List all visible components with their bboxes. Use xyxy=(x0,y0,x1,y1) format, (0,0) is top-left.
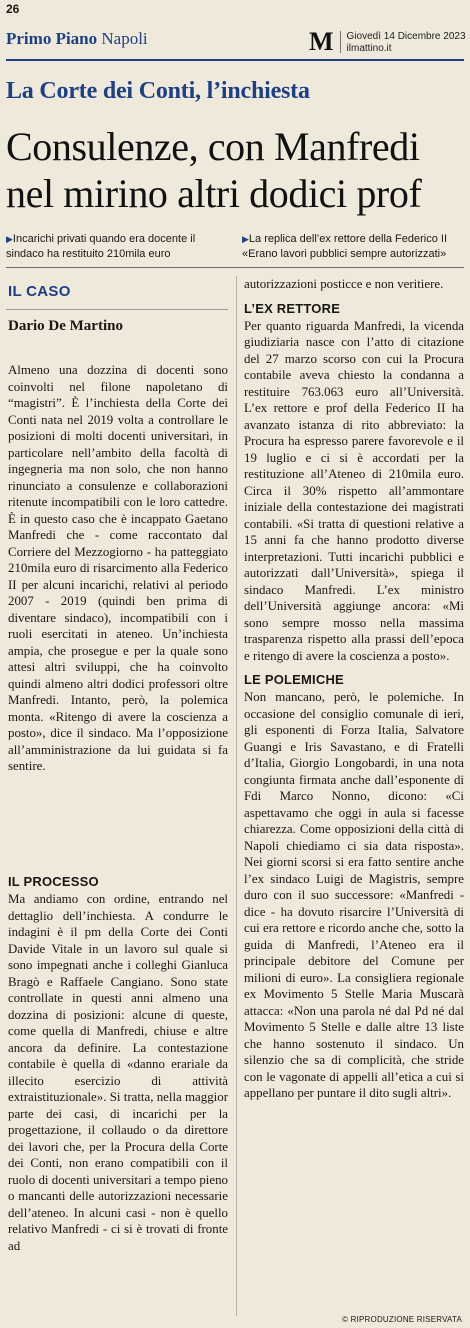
summary-text: Incarichi privati quando era docente il sindaco ha restituito 210mila euro xyxy=(6,233,196,260)
copyright-notice: © RIPRODUZIONE RISERVATA xyxy=(342,1315,462,1324)
byline: Dario De Martino xyxy=(8,318,123,334)
summary-right xyxy=(242,232,466,262)
article-column-1 xyxy=(8,362,228,775)
section-city: Napoli xyxy=(101,29,148,48)
page-number: 26 xyxy=(6,2,20,16)
section-primary: Primo Piano xyxy=(6,29,98,48)
divider xyxy=(6,267,464,268)
top-rule xyxy=(6,59,464,61)
tag-divider xyxy=(6,309,228,310)
article-column-2 xyxy=(244,276,464,1102)
subheading: LE POLEMICHE xyxy=(244,672,344,687)
triangle-bullet-icon: ▶ xyxy=(6,234,13,244)
kicker: La Corte dei Conti, l’inchiesta xyxy=(6,78,310,104)
summary-left xyxy=(6,232,230,262)
paragraph: Almeno una dozzina di docenti sono coinvolti nel filone napoletano di “magistri”. È l’inchiesta della Corte dei Conti nata nel 2019 volta a controllare le posizioni di molti docenti universitari, in particolare nell’ambito della facoltà di ingegneria ma non solo, che non hanno rinunciato a consulenze e collaborazioni ritenute incompatibili con le loro cattedre. È in questo caso che è incappato Gaetano Manfredi che - come raccontato dal Corriere del Mezzogiorno - ha patteggiato 210mila euro di risarcimento alla Federico II per alcuni incarichi, relativi al periodo 2007 - 2019 (quindi ben prima di diventare sindaco), incompatibili con i ruoli esercitati in ateneo. Un’inchiesta ampia, che prosegue e per la quale sono attesi altri sviluppi, che ha coinvolto quindi almeno altri dodici professori oltre Manfredi. Intanto, però, la polemica monta. «Ritengo di avere la coscienza a posto», dice il sindaco. Ma l’opposizione all’amministrazione da lui guidata si fa sentire. xyxy=(8,363,228,773)
headline: Consulenze, con Manfredi nel mirino altri dodici prof xyxy=(6,124,422,216)
triangle-bullet-icon: ▶ xyxy=(242,234,249,244)
summary-text: La replica dell’ex rettore della Federico II «Erano lavori pubblici sempre autorizzati» xyxy=(242,233,448,260)
paragraph: Per quanto riguarda Manfredi, la vicenda giudiziaria nasce con l’atto di citazione del 27 marzo scorso con cui la Procura contabile aveva chiesto la condanna a restituire 763.063 euro all’Università. L’ex rettore e prof della Federico II ha avanzato istanza di rito abbreviato: la Procura ha espresso parere favorevole e il 19 luglio e ci si è accordati per la restituzione all’Ateneo di 210mila euro. Circa il 30% rispetto all’ammontare iniziale della contestazione dei magistrati contabili. «Si tratta di questioni relative a 15 anni fa che hanno prodotto diverse interpretazioni. Tutti incarichi pubblici e autorizzati dall’Università», spiega il sindaco Manfredi. L’ex ministro dell’Università aggiunge ancora: «Mi sono sempre mosso nella massima trasparenza rispetto alla prassi dell’epoca e ritengo di avere la coscienza a posto». xyxy=(244,318,464,663)
column-separator xyxy=(236,276,237,1316)
section-tag: IL CASO xyxy=(8,283,71,300)
paragraph: Non mancano, però, le polemiche. In occasione del consiglio comunale di ieri, gli esponenti di Forza Italia, Salvatore Guangi e Iris Savastano, e di Fratelli d’Italia, Giorgio Longobardi, in una nota congiunta firmata anche dall’esponente di Fdi Marco Nonno, dicono: «Ci aspettavamo che oggi in aula si facesse chiarezza. Come opposizioni della città di Napoli chiediamo ci sia data risposta». Nei giorni scorsi si era fatto sentire anche l’ex sindaco Luigi de Magistris, sempre duro con il suo successore: «Manfredi - dice - ha dovuto risarcire l’Università di cui era rettore e ricordo anche che, sotto la guida di Manfredi, l’Ateneo era il principale debitore del Comune per milioni di euro». La consigliera regionale ex Movimento 5 Stelle Maria Muscarà attacca: «Non una parola né dal Pd né dal Movimento 5 Stelle e dalle altre 13 liste che hanno sostenuto il sindaco. Un silenzio che sa di complicità, che stride con le vagonate di appelli all’etica a cui si appellano per puntare il dito sugli altri». xyxy=(244,690,464,1100)
section-label xyxy=(6,29,148,49)
paragraph: Ma andiamo con ordine, entrando nel dettaglio dell’inchiesta. A condurre le indagini è il pm della Corte dei Conti Davide Vitale in un lavoro sul quale si sono impegnati anche i colleghi Gianluca Bragò e Raffaele Cangiano. Sono state controllate in questi anni almeno una dozzina di posizioni: alcune di queste, come quella di Manfredi, chiuse e altre ancora da definire. La contestazione contabile è quella di «danno erariale da illecito esercizio di attività extraistituzionale». Si tratta, nella maggior parte dei casi, di incarichi per la progettazione, il collaudo o da direttore dei lavori che, per la Procura della Corte dei Conti, non erano compatibili con il ruolo di docenti universitari a tempo pieno o mancanti delle autorizzazioni necessarie dell’ateneo. In alcuni casi - non è quello relativo Manfredi - ci si è trovati di fronte ad xyxy=(8,892,228,1253)
issue-date: Giovedì 14 Dicembre 2023 xyxy=(346,31,466,42)
newspaper-logo: M xyxy=(309,31,341,53)
site-url: ilmattino.it xyxy=(346,43,392,54)
paragraph: autorizzazioni posticce e non veritiere. xyxy=(244,277,444,291)
masthead xyxy=(309,27,466,56)
subheading: IL PROCESSO xyxy=(8,874,99,889)
subheading: L’EX RETTORE xyxy=(244,300,341,316)
article-column-1-lower xyxy=(8,870,228,1254)
